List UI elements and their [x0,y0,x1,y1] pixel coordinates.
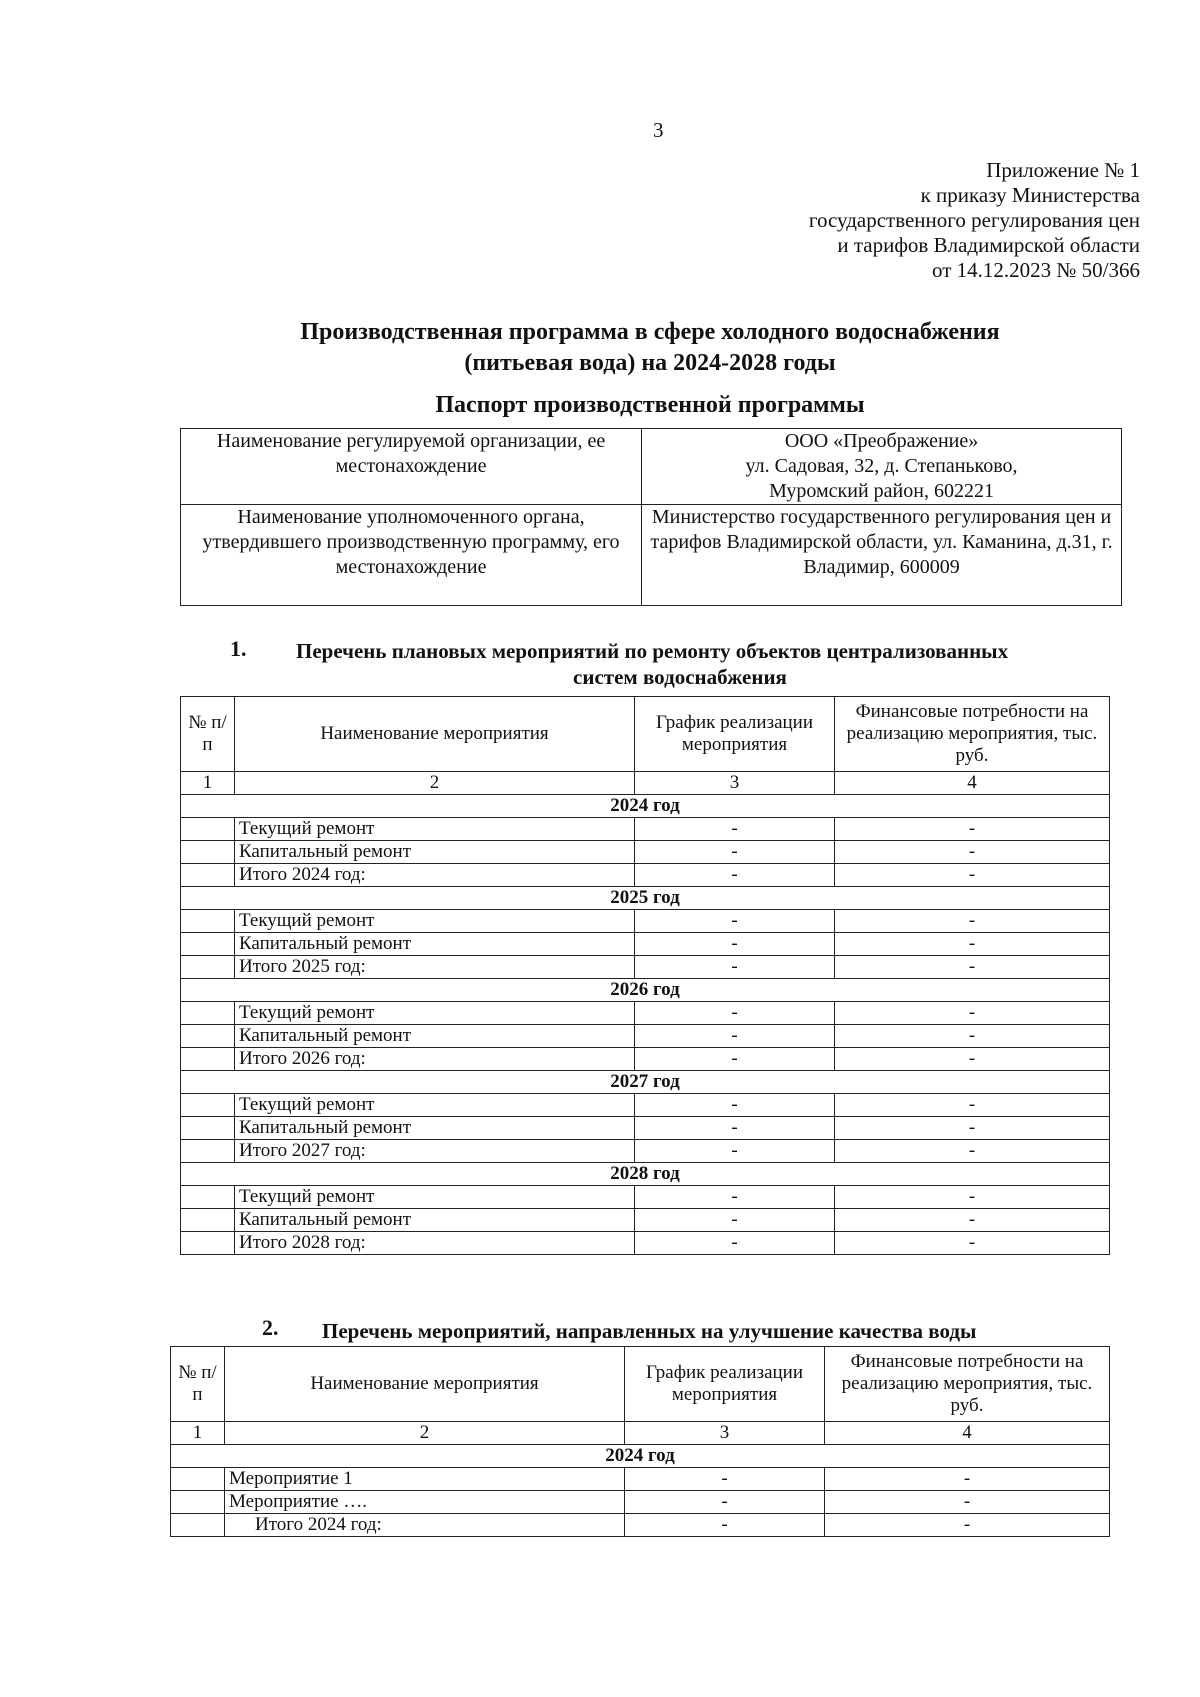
finance-cell: - [835,1117,1110,1140]
row-number-cell [181,841,235,864]
section-title-line: систем водоснабжения [573,665,787,689]
passport-heading: Паспорт производственной программы [435,392,865,418]
finance-cell: - [835,1186,1110,1209]
appendix-block [700,158,1140,283]
table-header-row [171,1347,1110,1422]
activity-name-cell: Текущий ремонт [235,1002,635,1025]
header-col-schedule: График реализации мероприятия [635,697,835,772]
page-number: 3 [653,118,664,142]
schedule-cell: - [635,956,835,979]
index-cell: 1 [171,1422,225,1445]
section-number: 1. [230,636,247,661]
activity-name-cell: Капитальный ремонт [235,1025,635,1048]
schedule-cell: - [625,1491,825,1514]
activity-name-cell: Капитальный ремонт [235,1117,635,1140]
row-number-cell [181,1140,235,1163]
passport-table [180,428,1122,606]
index-cell: 4 [825,1422,1110,1445]
table-row [181,841,1110,864]
row-number-cell [181,864,235,887]
row-number-cell [171,1514,225,1537]
header-col-finance: Финансовые потребности на реализацию мероприятия, тыс. руб. [825,1347,1110,1422]
finance-cell: - [835,1209,1110,1232]
appendix-line: и тарифов Владимирской области [837,233,1140,257]
row-number-cell [181,1232,235,1255]
schedule-cell: - [635,1117,835,1140]
water-quality-table [170,1346,1110,1537]
row-number-cell [181,956,235,979]
table-row [181,1117,1110,1140]
passport-row [181,505,1122,606]
header-col-finance: Финансовые потребности на реализацию мероприятия, тыс. руб. [835,697,1110,772]
table-row [181,1002,1110,1025]
index-cell: 1 [181,772,235,795]
schedule-cell: - [635,1094,835,1117]
schedule-cell: - [635,841,835,864]
activity-name-cell: Капитальный ремонт [235,933,635,956]
table-row [181,1140,1110,1163]
table-row [171,1514,1110,1537]
finance-cell: - [835,1002,1110,1025]
activity-name-cell: Итого 2026 год: [235,1048,635,1071]
row-number-cell [181,1048,235,1071]
row-number-cell [181,1025,235,1048]
header-col-name: Наименование мероприятия [235,697,635,772]
activity-name-cell: Текущий ремонт [235,818,635,841]
header-col-number: № п/п [171,1347,225,1422]
activity-name-cell: Текущий ремонт [235,1186,635,1209]
finance-cell: - [825,1514,1110,1537]
year-row [181,1163,1110,1186]
schedule-cell: - [635,1025,835,1048]
section-title-line: Перечень мероприятий, направленных на улучшение качества воды [322,1319,977,1343]
passport-row [181,429,1122,505]
header-col-name: Наименование мероприятия [225,1347,625,1422]
appendix-line: Приложение № 1 [986,158,1140,182]
passport-label: Наименование уполномоченного органа, утвердившего производственную программу, его местонахождение [181,505,642,606]
activity-name-cell: Итого 2024 год: [225,1514,625,1537]
appendix-line: от 14.12.2023 № 50/366 [931,258,1140,282]
passport-label: Наименование регулируемой организации, ее местонахождение [181,429,642,505]
year-label: 2028 год [181,1163,1110,1186]
row-number-cell [181,910,235,933]
finance-cell: - [835,956,1110,979]
finance-cell: - [835,818,1110,841]
year-row [181,795,1110,818]
activity-name-cell: Итого 2028 год: [235,1232,635,1255]
activity-name-cell: Текущий ремонт [235,1094,635,1117]
year-label: 2024 год [181,795,1110,818]
activity-name-cell: Итого 2025 год: [235,956,635,979]
table-header-row [181,697,1110,772]
schedule-cell: - [635,1048,835,1071]
activity-name-cell: Итого 2027 год: [235,1140,635,1163]
schedule-cell: - [625,1468,825,1491]
appendix-line: государственного регулирования цен [808,208,1140,232]
index-cell: 2 [235,772,635,795]
row-number-cell [181,1094,235,1117]
year-label: 2027 год [181,1071,1110,1094]
table-row [171,1468,1110,1491]
header-col-number: № п/п [181,697,235,772]
index-cell: 4 [835,772,1110,795]
row-number-cell [181,1117,235,1140]
schedule-cell: - [635,818,835,841]
activity-name-cell: Капитальный ремонт [235,1209,635,1232]
index-cell: 3 [625,1422,825,1445]
section-number: 2. [262,1315,279,1340]
schedule-cell: - [635,1002,835,1025]
finance-cell: - [835,841,1110,864]
table-index-row [181,772,1110,795]
activity-name-cell: Итого 2024 год: [235,864,635,887]
activity-name-cell: Мероприятие …. [225,1491,625,1514]
year-row [181,1071,1110,1094]
schedule-cell: - [635,1186,835,1209]
passport-value-line: ул. Садовая, 32, д. Степаньково, [745,455,1018,477]
finance-cell: - [835,1048,1110,1071]
row-number-cell [181,1002,235,1025]
index-cell: 2 [225,1422,625,1445]
index-cell: 3 [635,772,835,795]
finance-cell: - [835,1140,1110,1163]
table-row [181,1232,1110,1255]
title-line-1: Производственная программа в сфере холодного водоснабжения [300,319,1000,345]
finance-cell: - [825,1491,1110,1514]
table-row [171,1491,1110,1514]
finance-cell: - [835,933,1110,956]
table-row [181,1094,1110,1117]
row-number-cell [181,1186,235,1209]
year-row [181,887,1110,910]
header-col-schedule: График реализации мероприятия [625,1347,825,1422]
table-index-row [171,1422,1110,1445]
year-row [171,1445,1110,1468]
document-title [170,317,1130,379]
row-number-cell [181,1209,235,1232]
row-number-cell [181,933,235,956]
table-row [181,1048,1110,1071]
repair-table [180,696,1110,1255]
activity-name-cell: Текущий ремонт [235,910,635,933]
year-label: 2025 год [181,887,1110,910]
year-row [181,979,1110,1002]
year-label: 2024 год [171,1445,1110,1468]
schedule-cell: - [635,1232,835,1255]
year-label: 2026 год [181,979,1110,1002]
table-row [181,864,1110,887]
schedule-cell: - [635,910,835,933]
title-line-2: (питьевая вода) на 2024-2028 годы [464,350,836,376]
finance-cell: - [835,910,1110,933]
schedule-cell: - [635,864,835,887]
finance-cell: - [835,1094,1110,1117]
table-row [181,1186,1110,1209]
row-number-cell [181,818,235,841]
table-row [181,1025,1110,1048]
schedule-cell: - [635,1140,835,1163]
activity-name-cell: Мероприятие 1 [225,1468,625,1491]
passport-value-line: ООО «Преображение» [784,430,979,452]
table-row [181,910,1110,933]
finance-cell: - [835,1025,1110,1048]
table-row [181,1209,1110,1232]
passport-value-line: Муромский район, 602221 [769,480,994,502]
section-title-line: Перечень плановых мероприятий по ремонту объектов централизованных [296,639,1009,663]
table-row [181,933,1110,956]
section-1-heading [230,638,1130,690]
appendix-line: к приказу Министерства [920,183,1140,207]
row-number-cell [171,1491,225,1514]
row-number-cell [171,1468,225,1491]
table-row [181,956,1110,979]
section-2-heading [262,1315,1142,1344]
schedule-cell: - [635,1209,835,1232]
passport-value [642,429,1122,505]
activity-name-cell: Капитальный ремонт [235,841,635,864]
passport-value: Министерство государственного регулирования цен и тарифов Владимирской области, ул. Каманина, д.31, г. Владимир, 600009 [642,505,1122,606]
schedule-cell: - [635,933,835,956]
finance-cell: - [825,1468,1110,1491]
finance-cell: - [835,864,1110,887]
schedule-cell: - [625,1514,825,1537]
table-row [181,818,1110,841]
finance-cell: - [835,1232,1110,1255]
